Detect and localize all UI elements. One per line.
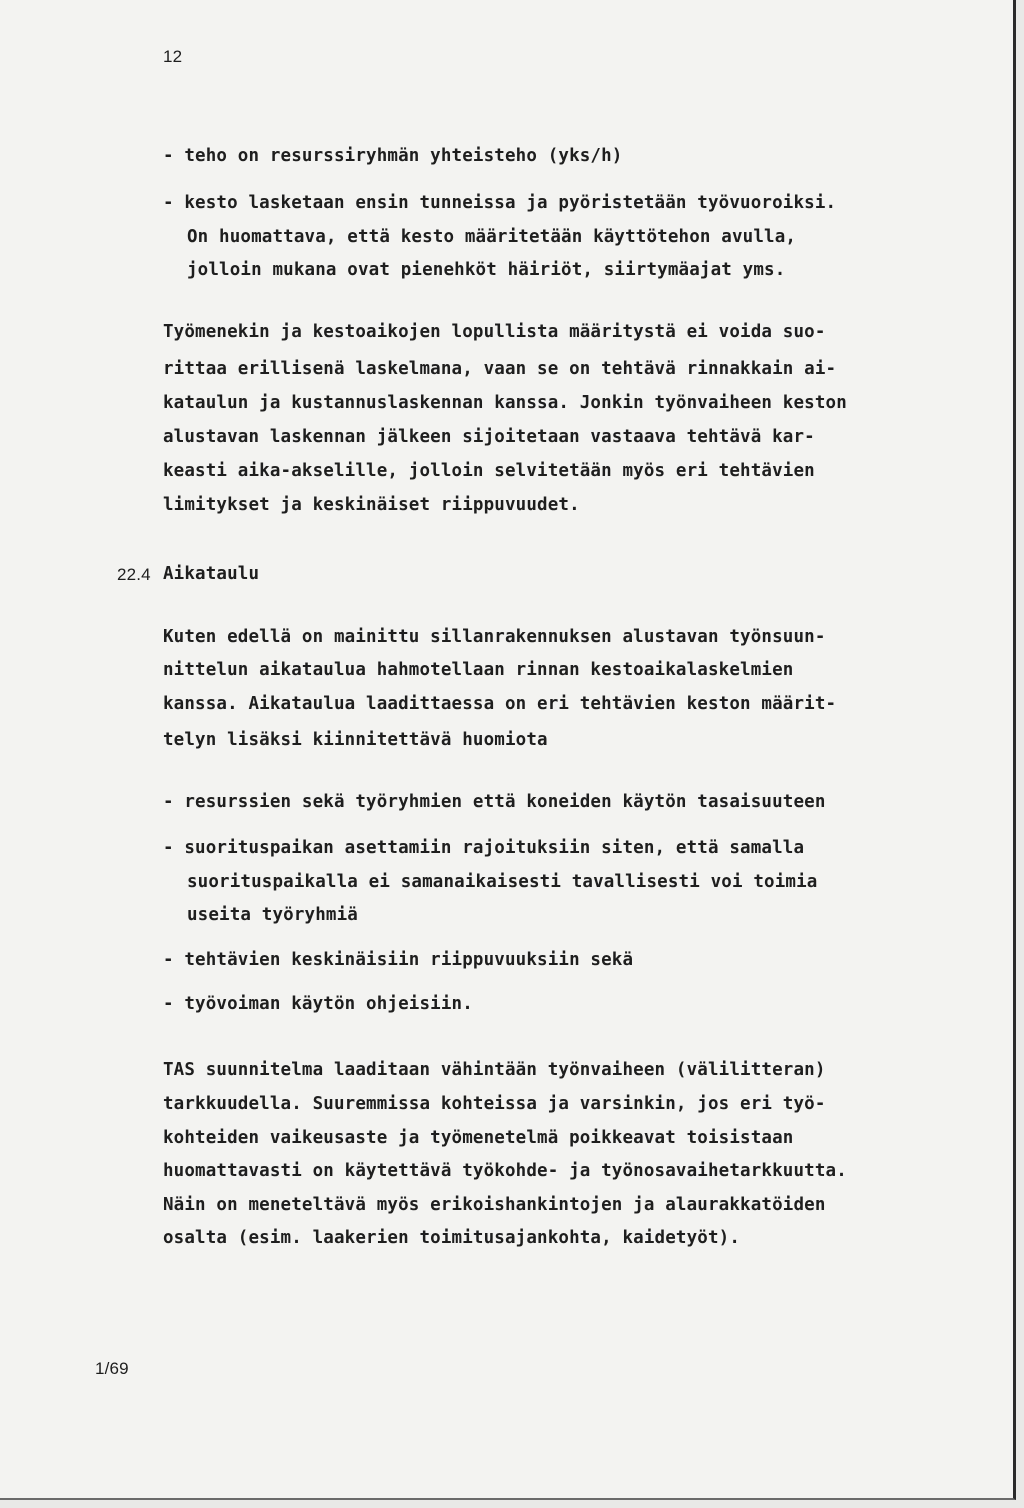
page-number-top: 12 [163,47,183,66]
paragraph1-line-6: limitykset ja keskinäiset riippuvuudet. [163,495,580,515]
paragraph2-line-2: nittelun aikataulua hahmotellaan rinnan kestoaikalaskelmien [163,660,794,680]
paragraph1-line-4: alustavan laskennan jälkeen sijoitetaan vastaava tehtävä kar- [163,427,815,447]
intro-bullet-2-cont-1: On huomattava, että kesto määritetään käyttötehon avulla, [187,227,797,247]
paragraph3-line-2: tarkkuudella. Suuremmissa kohteissa ja varsinkin, jos eri työ- [163,1094,826,1114]
paragraph3-line-5: Näin on meneteltävä myös erikoishankintojen ja alaurakkatöiden [163,1195,826,1215]
paragraph3-line-3: kohteiden vaikeusaste ja työmenetelmä poikkeavat toisistaan [163,1128,794,1148]
bullet2-2: - suorituspaikan asettamiin rajoituksiin siten, että samalla [163,838,805,858]
bullet2-3: - tehtävien keskinäisiin riippuvuuksiin sekä [163,950,634,970]
paragraph3-line-6: osalta (esim. laakerien toimitusajankohta, kaidetyöt). [163,1228,741,1248]
paragraph2-line-4: telyn lisäksi kiinnitettävä huomiota [163,730,548,750]
bullet2-2-cont-1: suorituspaikalla ei samanaikaisesti tavallisesti voi toimia [187,872,818,892]
page-number-bottom: 1/69 [95,1359,129,1378]
paragraph1-line-3: kataulun ja kustannuslaskennan kanssa. Jonkin työnvaiheen keston [163,393,847,413]
paragraph2-line-3: kanssa. Aikataulua laadittaessa on eri tehtävien keston määrit- [163,694,837,714]
paragraph1-line-5: keasti aika-akselille, jolloin selvitetään myös eri tehtävien [163,461,815,481]
intro-bullet-2-cont-2: jolloin mukana ovat pienehköt häiriöt, siirtymäajat yms. [187,260,786,280]
paragraph2-line-1: Kuten edellä on mainittu sillanrakennuksen alustavan työnsuun- [163,627,826,647]
paragraph3-line-4: huomattavasti on käytettävä työkohde- ja työnosavaihetarkkuutta. [163,1161,847,1181]
intro-bullet-2: - kesto lasketaan ensin tunneissa ja pyöristetään työvuoroiksi. [163,193,837,213]
bullet2-2-cont-2: useita työryhmiä [187,905,358,925]
paragraph1-line-2: rittaa erillisenä laskelmana, vaan se on tehtävä rinnakkain ai- [163,359,837,379]
intro-bullet-1: - teho on resurssiryhmän yhteisteho (yks/h) [163,146,623,166]
bullet2-4: - työvoiman käytön ohjeisiin. [163,994,473,1014]
bullet2-1: - resurssien sekä työryhmien että koneiden käytön tasaisuuteen [163,792,826,812]
paragraph3-line-1: TAS suunnitelma laaditaan vähintään työnvaiheen (välilitteran) [163,1060,826,1080]
paragraph1-line-1: Työmenekin ja kestoaikojen lopullista määritystä ei voida suo- [163,322,826,342]
section-title: Aikataulu [163,564,260,584]
section-number: 22.4 [117,565,151,584]
